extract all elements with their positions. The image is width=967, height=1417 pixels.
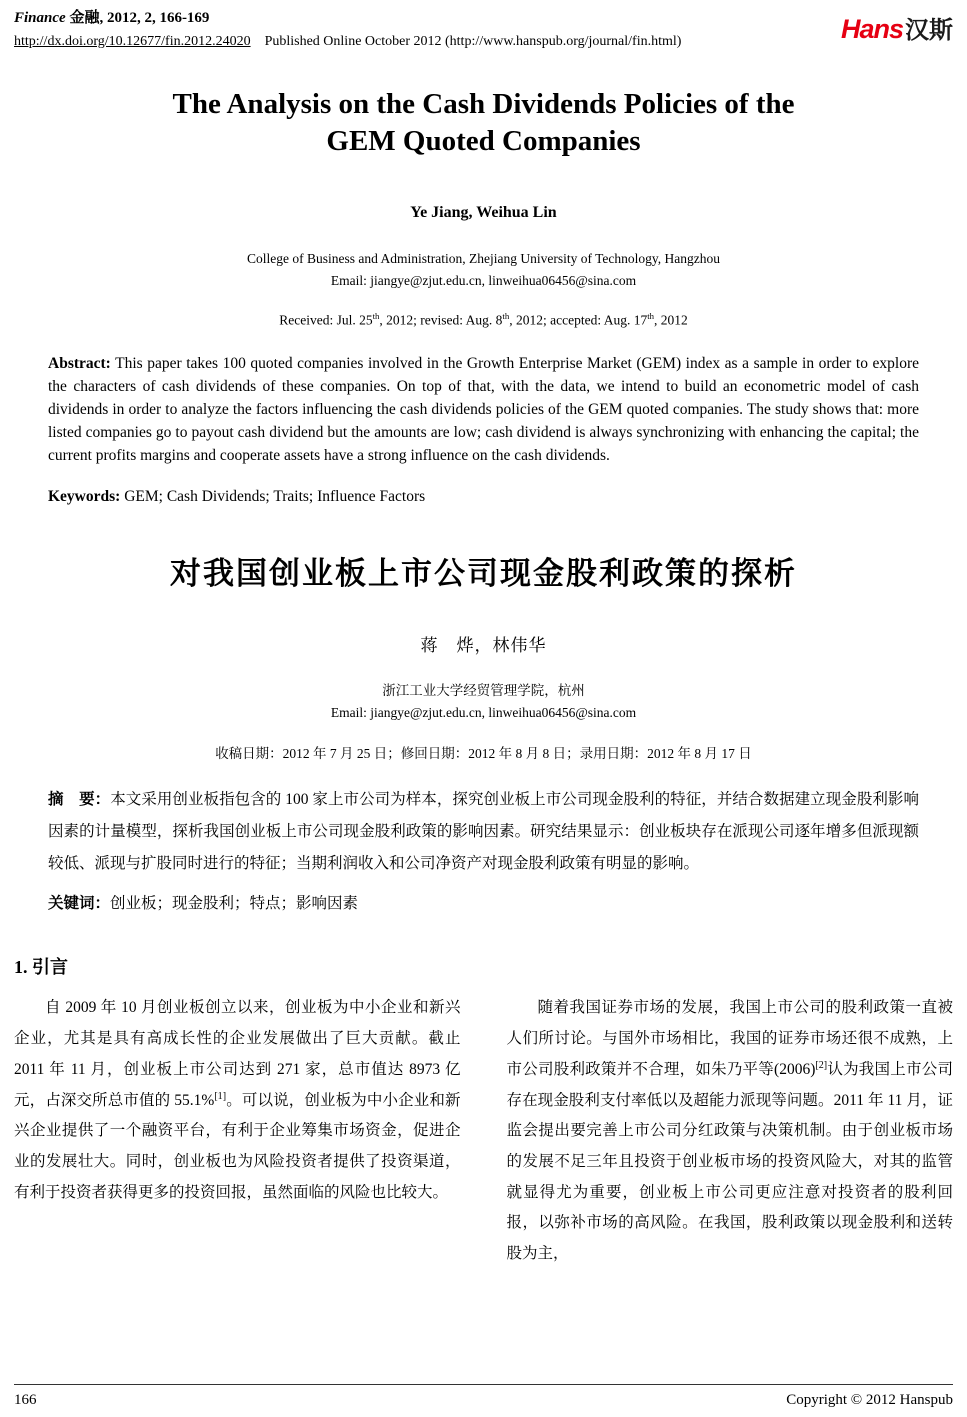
- keywords-text-chinese: 创业板；现金股利；特点；影响因素: [110, 895, 359, 913]
- abstract-english: [48, 353, 919, 468]
- copyright-notice: Copyright © 2012 Hanspub: [786, 1392, 953, 1408]
- affiliation-line: College of Business and Administration, Zhejiang University of Technology, Hangzhou: [247, 251, 720, 267]
- abstract-text-chinese: 本文采用创业板指包含的 100 家上市公司为样本，探究创业板上市公司现金股利的特征，并结合数据建立现金股利影响因素的计量模型，探析我国创业板上市公司现金股利政策的影响因素。研究结果显示：创业板块存在派现公司逐年增多但派现额较低、派现与扩股同时进行的特征；当期利润收入和公司净资产对现金股利政策有明显的影响。: [48, 791, 919, 872]
- keywords-label-chinese: 关键词：: [48, 895, 111, 913]
- body-paragraph: [14, 993, 461, 1208]
- published-note: Published Online October 2012 (http://www.hanspub.org/journal/fin.html): [264, 33, 682, 49]
- ordinal-suffix: th: [647, 311, 655, 322]
- column-left: [14, 993, 461, 1269]
- journal-issue-info: 金融, 2012, 2, 166-169: [65, 10, 210, 26]
- journal-info: [14, 8, 681, 52]
- received-dates-chinese: 收稿日期：2012 年 7 月 25 日；修回日期：2012 年 8 月 8 日；录用日期：2012 年 8 月 17 日: [215, 746, 752, 762]
- two-column-body: [14, 993, 953, 1269]
- paper-title-english: [14, 86, 953, 160]
- email-line-english: Email: jiangye@zjut.edu.cn, linweihua06456@sina.com: [330, 272, 637, 288]
- paragraph-text: 。可以说，创业板为中小企业和新兴企业提供了一个融资平台，有利于企业筹集市场资金，促进企业的发展壮大。同时，创业板也为风险投资者提供了投资渠道，有利于投资者获得更多的投资回报，虽然面临的风险也比较大。: [14, 1091, 461, 1201]
- abstract-chinese: [48, 784, 919, 879]
- authors-english: Ye Jiang, Weihua Lin: [410, 204, 557, 222]
- keywords-chinese: [48, 891, 919, 913]
- doi-link[interactable]: http://dx.doi.org/10.12677/fin.2012.24020: [14, 33, 251, 49]
- journal-links-line: [14, 32, 681, 52]
- section-heading-introduction: 1. 引言: [14, 957, 68, 978]
- affiliation-line: 浙江工业大学经贸管理学院，杭州: [382, 682, 585, 698]
- paragraph-text: 自 2009 年 10 月创业板创立以来，创业板为中小企业和新兴企业，尤其是具有高成长性的企业发展做出了巨大贡献。截止 2011 年 11 月，创业板上市公司达到 271 家，总市值达 8973 亿元，占深交所总市值的 55.1%: [14, 999, 461, 1109]
- ordinal-suffix: th: [372, 311, 380, 322]
- affiliation-chinese: [14, 680, 953, 725]
- journal-name: Finance: [14, 10, 66, 26]
- hans-publisher-logo: [841, 10, 953, 45]
- citation-ref: [2]: [815, 1059, 828, 1071]
- paper-title-chinese: 对我国创业板上市公司现金股利政策的探析: [170, 555, 797, 591]
- paper-title-line2: GEM Quoted Companies: [326, 125, 641, 158]
- affiliation-english: [14, 248, 953, 291]
- received-text: , 2012; accepted: Aug. 17: [509, 312, 648, 328]
- body-paragraph: [507, 993, 954, 1269]
- paragraph-text: 随着我国证券市场的发展，我国上市公司的股利政策一直被人们所讨论。与国外市场相比，我国的证券市场还很不成熟，上市公司股利政策并不合理，如朱乃平等(2006): [506, 999, 953, 1078]
- received-text: , 2012: [654, 312, 688, 328]
- abstract-text: This paper takes 100 quoted companies involved in the Growth Enterprise Market (GEM) index as a sample in order to explore the characters of cash dividends of these companies. On top of that, with the data, we intend to build an econometric model of cash dividends in order to analyze the factors influencing the cash dividends policies of the GEM quoted companies. The study shows that: more listed companies go to payout cash dividend but the amounts are low; cash dividend is always synchronizing with enhancing the capital; the current profits margins and cooperate assets have a strong influence on the cash dividends.: [48, 354, 919, 464]
- keywords-english: [48, 488, 919, 506]
- page-number: 166: [14, 1392, 37, 1408]
- hans-logo-latin: Hans: [840, 14, 903, 44]
- hans-logo-chinese: 汉斯: [905, 17, 953, 44]
- journal-citation: [14, 8, 681, 30]
- page-footer: [14, 1384, 953, 1409]
- abstract-label-chinese: 摘 要：: [48, 791, 111, 809]
- email-line-chinese: Email: jiangye@zjut.edu.cn, linweihua06456@sina.com: [330, 704, 637, 720]
- received-text: , 2012; revised: Aug. 8: [379, 312, 503, 328]
- column-right: [507, 993, 954, 1269]
- keywords-text: GEM; Cash Dividends; Traits; Influence Factors: [120, 487, 426, 505]
- authors-chinese: 蒋 烨，林伟华: [420, 635, 547, 655]
- ordinal-suffix: th: [502, 311, 510, 322]
- received-dates-english: [14, 311, 953, 329]
- abstract-label: Abstract:: [48, 354, 111, 372]
- keywords-label: Keywords:: [48, 487, 121, 505]
- paper-title-line1: The Analysis on the Cash Dividends Policies of the: [172, 88, 795, 121]
- journal-header: [14, 8, 953, 52]
- received-text: Received: Jul. 25: [279, 312, 373, 328]
- paragraph-text: 认为我国上市公司存在现金股利支付率低以及超能力派现等问题。2011 年 11 月，证监会提出要完善上市公司分红政策与决策机制。由于创业板市场的发展不足三年且投资于创业板市场的投资风险大，对其的监管就显得尤为重要，创业板上市公司更应注意对投资者的股利回报，以弥补市场的高风险。在我国，股利政策以现金股利和送转股为主，: [506, 1060, 953, 1262]
- citation-ref: [1]: [214, 1090, 227, 1102]
